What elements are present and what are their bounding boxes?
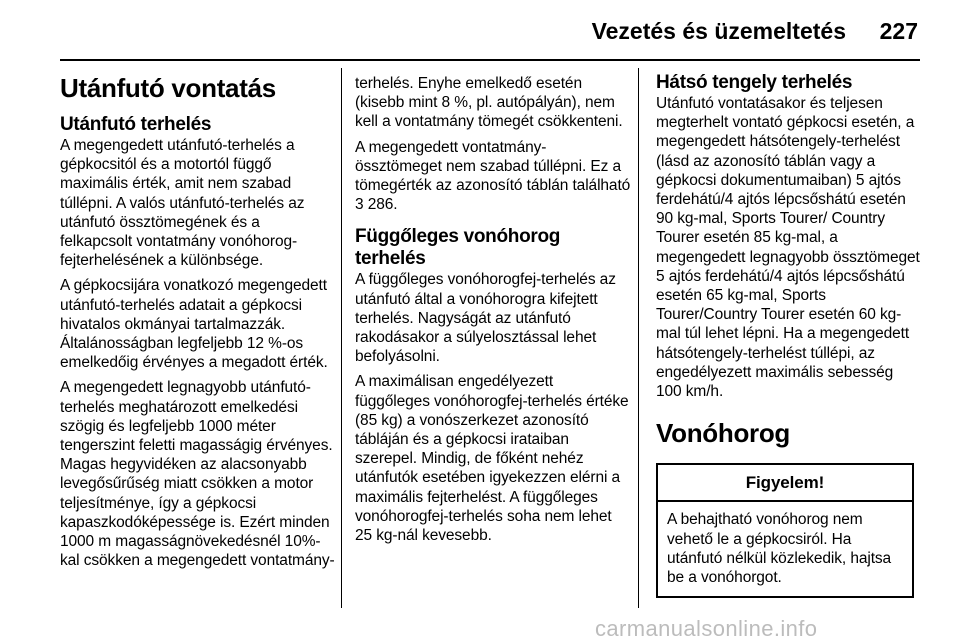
page-reference-link[interactable]: 3 286. <box>355 196 398 214</box>
paragraph: A maximálisan engedélyezett függőleges vonóhorogfej-terhelés értéke (85 kg) a vonószerkezet azonosító tábláján és a gépkocsi irataiban szerepel. Mindig, de főként nehéz utánfutók esetében igyekezzen elérni a maximális fejterhelést. A függőleges vonóhorogfej-terhelés soha nem lehet 25 kg-nál kevesebb. <box>355 373 629 545</box>
heading-towing-hitch: Vonóhorog <box>656 418 791 449</box>
heading-trailer-load: Utánfutó terhelés <box>60 114 212 135</box>
heading-rear-axle-load: Hátsó tengely terhelés <box>656 72 853 93</box>
page-number: 227 <box>879 18 918 44</box>
warning-box <box>656 463 914 598</box>
column-divider-right <box>638 68 639 608</box>
column-1 <box>60 72 336 576</box>
header-rule <box>60 59 920 61</box>
paragraph: A függőleges vonóhorogfej-terhelés az utánfutó által a vonóhorogra kifejtett terhelés. Nagyságát az utánfutó rakodásakor a súlyelosztással lehet befolyásolni. <box>355 271 616 366</box>
paragraph: A megengedett utánfutó-terhelés a gépkocsitól és a motortól függő maximális érték, amit nem szabad túllépni. A valós utánfutó-terhelés az utánfutó össztömegének és a felkapcsolt vontatmány vonóhorog-fejterhelésének a különbsége. <box>60 137 305 270</box>
paragraph: A gépkocsijára vonatkozó megengedett utánfutó-terhelés adatait a gépkocsi hivatalos okmányai tartalmazzák. Általánosságban legfeljebb 12 %-os emelkedőig érvényes a megadott érték. <box>60 277 328 372</box>
paragraph: terhelés. Enyhe emelkedő esetén (kisebb mint 8 %, pl. autópályán), nem kell a vontatmány tömegét csökkenteni. <box>355 75 623 131</box>
section-title: Vezetés és üzemeltetés <box>591 18 846 44</box>
watermark: carmanualsonline.info <box>595 616 818 641</box>
column-divider-left <box>341 68 342 608</box>
paragraph <box>355 138 631 215</box>
column-2 <box>355 72 631 551</box>
paragraph: Utánfutó vontatásakor és teljesen megterhelt vontató gépkocsi esetén, a megengedett hátsótengely-terhelést (lásd az azonosító táblán vagy a gépkocsi dokumentumaiban) 5 ajtós ferdehátú/4 ajtós lépcsőshátú esetén 90 kg-mal, Sports Tourer/ Country Tourer esetén 85 kg-mal, a megengedett legnagyobb össztömeget 5 ajtós ferdehátú/4 ajtós lépcsőshátú esetén 65 kg-mal, Sports Tourer/Country Tourer esetén 60 kg-mal túl lehet lépni. Ha a megengedett hátsótengely-terhelést túllépi, az engedélyezett maximális sebesség 100 km/h. <box>656 95 920 401</box>
warning-title: Figyelem! <box>658 465 912 502</box>
paragraph: A megengedett legnagyobb utánfutó-terhelés meghatározott emelkedési szögig és legfeljebb 1000 méter tengerszint feletti magasságig érvényes. Magas hegyvidéken az alacsonyabb levegősűrűség miatt csökken a motor teljesítménye, így a gépkocsi kapaszkodóképessége is. Ezért minden 1000 m magasságnövekedésnél 10%-kal csökken a megengedett vontatmány- <box>60 379 335 570</box>
column-3 <box>656 72 922 598</box>
warning-text: A behajtható vonóhorog nem vehető le a gépkocsiról. Ha utánfutó nélkül közlekedik, hajtsa be a vonóhorgot. <box>667 511 892 587</box>
paragraph-text: A megengedett vontatmány-össztömeget nem szabad túllépni. Ez a tömegérték az azonosító táblán található <box>355 138 631 195</box>
heading-vertical-coupling-load: Függőleges vonóhorog terhelés <box>355 226 561 270</box>
page-header <box>0 0 960 62</box>
heading-trailer-towing: Utánfutó vontatás <box>60 73 276 103</box>
